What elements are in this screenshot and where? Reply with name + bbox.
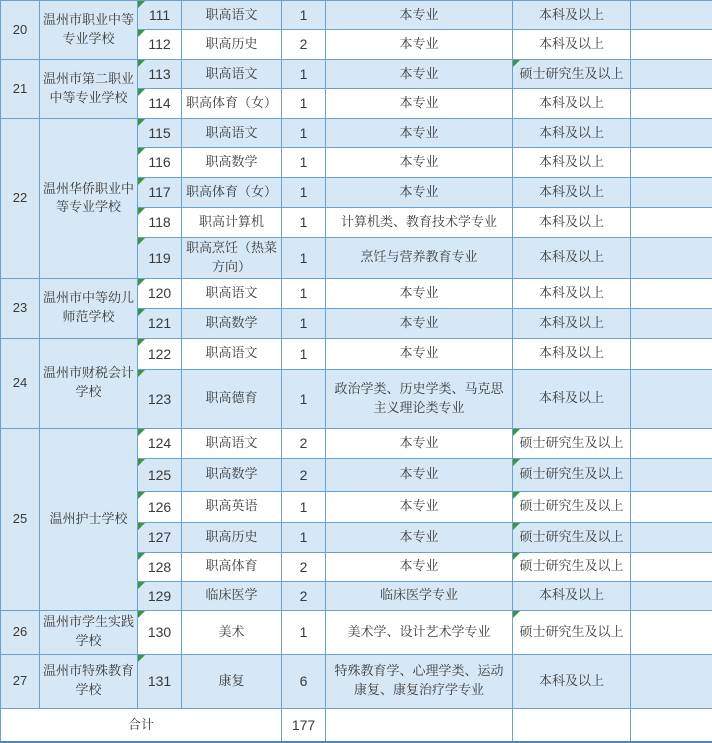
position-title: 职高历史 bbox=[182, 522, 282, 552]
empty-cell bbox=[631, 491, 712, 522]
empty-cell bbox=[631, 178, 712, 208]
education-requirement-cell bbox=[513, 428, 631, 458]
education-requirement: 本科及以上 bbox=[513, 119, 631, 148]
position-number-cell bbox=[138, 369, 182, 428]
position-title: 职高数学 bbox=[182, 458, 282, 491]
table-row bbox=[1, 338, 712, 369]
group-seq: 27 bbox=[1, 654, 40, 708]
empty-cell bbox=[631, 522, 712, 552]
major-requirement: 本专业 bbox=[326, 552, 513, 581]
position-count: 1 bbox=[282, 148, 326, 178]
corner-flag-icon bbox=[138, 148, 145, 155]
group-seq: 26 bbox=[1, 610, 40, 654]
empty-cell bbox=[631, 338, 712, 369]
group-seq: 23 bbox=[1, 278, 40, 338]
position-count: 1 bbox=[282, 491, 326, 522]
position-number-cell bbox=[138, 208, 182, 238]
total-label-cell: 合计 bbox=[1, 708, 282, 742]
position-number: 114 bbox=[148, 95, 170, 111]
position-number: 126 bbox=[148, 499, 171, 515]
position-number-cell bbox=[138, 148, 182, 178]
position-number-cell bbox=[138, 60, 182, 89]
position-number: 127 bbox=[148, 529, 171, 545]
position-title: 康复 bbox=[182, 654, 282, 708]
position-count: 1 bbox=[282, 278, 326, 308]
empty-cell bbox=[631, 148, 712, 178]
corner-flag-icon bbox=[138, 655, 145, 662]
education-requirement-cell bbox=[513, 458, 631, 491]
empty-cell bbox=[631, 708, 712, 742]
corner-flag-icon bbox=[513, 459, 520, 466]
position-number: 116 bbox=[148, 154, 170, 170]
corner-flag-icon bbox=[138, 1, 145, 8]
major-requirement: 本专业 bbox=[326, 60, 513, 89]
school-name: 温州市中等幼儿师范学校 bbox=[40, 278, 138, 338]
education-requirement: 本科及以上 bbox=[513, 1, 631, 30]
education-requirement: 本科及以上 bbox=[513, 178, 631, 208]
position-number-cell bbox=[138, 119, 182, 148]
major-requirement: 本专业 bbox=[326, 119, 513, 148]
corner-flag-icon bbox=[513, 611, 520, 618]
position-title: 职高语文 bbox=[182, 60, 282, 89]
education-requirement: 本科及以上 bbox=[513, 148, 631, 178]
position-title: 职高语文 bbox=[182, 119, 282, 148]
position-count: 1 bbox=[282, 119, 326, 148]
empty-cell bbox=[631, 654, 712, 708]
corner-flag-icon bbox=[138, 429, 145, 436]
corner-flag-icon bbox=[138, 178, 145, 185]
education-requirement: 本科及以上 bbox=[513, 338, 631, 369]
table-row bbox=[1, 1, 712, 30]
major-requirement: 特殊教育学、心理学类、运动康复、康复治疗学专业 bbox=[326, 654, 513, 708]
position-number-cell bbox=[138, 178, 182, 208]
major-requirement: 本专业 bbox=[326, 89, 513, 119]
education-requirement: 硕士研究生及以上 bbox=[519, 558, 623, 573]
position-count: 2 bbox=[282, 428, 326, 458]
position-number: 119 bbox=[148, 250, 170, 266]
position-title: 职高语文 bbox=[182, 1, 282, 30]
corner-flag-icon bbox=[138, 309, 145, 316]
education-requirement: 本科及以上 bbox=[513, 308, 631, 338]
school-name: 温州华侨职业中等专业学校 bbox=[40, 119, 138, 279]
empty-cell bbox=[631, 610, 712, 654]
position-number: 112 bbox=[148, 36, 170, 52]
major-requirement: 本专业 bbox=[326, 428, 513, 458]
position-number-cell bbox=[138, 552, 182, 581]
position-title: 职高英语 bbox=[182, 491, 282, 522]
position-count: 2 bbox=[282, 458, 326, 491]
education-requirement-cell bbox=[513, 552, 631, 581]
empty-cell bbox=[631, 208, 712, 238]
school-name: 温州市学生实践学校 bbox=[40, 610, 138, 654]
major-requirement: 本专业 bbox=[326, 30, 513, 60]
empty-cell bbox=[631, 552, 712, 581]
position-count: 1 bbox=[282, 1, 326, 30]
position-title: 职高语文 bbox=[182, 428, 282, 458]
major-requirement: 美术学、设计艺术学专业 bbox=[326, 610, 513, 654]
position-count: 1 bbox=[282, 522, 326, 552]
position-number: 123 bbox=[148, 391, 171, 407]
total-count-cell: 177 bbox=[282, 708, 326, 742]
position-number-cell bbox=[138, 581, 182, 610]
position-count: 1 bbox=[282, 238, 326, 279]
position-number: 122 bbox=[148, 346, 171, 362]
empty-cell bbox=[631, 119, 712, 148]
corner-flag-icon bbox=[138, 492, 145, 499]
education-requirement: 本科及以上 bbox=[513, 278, 631, 308]
corner-flag-icon bbox=[138, 611, 145, 618]
position-title: 职高体育 bbox=[182, 552, 282, 581]
position-count: 2 bbox=[282, 30, 326, 60]
position-title: 职高计算机 bbox=[182, 208, 282, 238]
position-number-cell bbox=[138, 654, 182, 708]
position-number-cell bbox=[138, 1, 182, 30]
position-count: 2 bbox=[282, 552, 326, 581]
corner-flag-icon bbox=[513, 553, 520, 560]
position-number-cell bbox=[138, 458, 182, 491]
position-number: 118 bbox=[148, 214, 170, 230]
major-requirement: 本专业 bbox=[326, 1, 513, 30]
table-row bbox=[1, 428, 712, 458]
education-requirement: 本科及以上 bbox=[513, 238, 631, 279]
education-requirement: 硕士研究生及以上 bbox=[519, 624, 623, 639]
position-number-cell bbox=[138, 238, 182, 279]
position-number: 117 bbox=[148, 184, 170, 200]
group-seq: 21 bbox=[1, 60, 40, 119]
empty-cell bbox=[631, 60, 712, 89]
corner-flag-icon bbox=[513, 523, 520, 530]
position-number-cell bbox=[138, 522, 182, 552]
education-requirement: 硕士研究生及以上 bbox=[519, 435, 623, 450]
position-count: 6 bbox=[282, 654, 326, 708]
position-number: 113 bbox=[148, 66, 170, 82]
position-title: 职高历史 bbox=[182, 30, 282, 60]
education-requirement-cell bbox=[513, 60, 631, 89]
major-requirement: 本专业 bbox=[326, 148, 513, 178]
position-number: 115 bbox=[148, 125, 170, 141]
corner-flag-icon bbox=[138, 370, 145, 377]
school-name: 温州市特殊教育学校 bbox=[40, 654, 138, 708]
major-requirement: 本专业 bbox=[326, 522, 513, 552]
position-number: 120 bbox=[148, 285, 171, 301]
position-number: 129 bbox=[148, 588, 171, 604]
corner-flag-icon bbox=[513, 429, 520, 436]
education-requirement: 本科及以上 bbox=[513, 30, 631, 60]
position-number-cell bbox=[138, 30, 182, 60]
education-requirement: 本科及以上 bbox=[513, 208, 631, 238]
education-requirement: 本科及以上 bbox=[513, 654, 631, 708]
empty-cell bbox=[631, 238, 712, 279]
position-number-cell bbox=[138, 610, 182, 654]
corner-flag-icon bbox=[513, 492, 520, 499]
education-requirement: 硕士研究生及以上 bbox=[519, 529, 623, 544]
position-count: 1 bbox=[282, 610, 326, 654]
education-requirement: 硕士研究生及以上 bbox=[519, 498, 623, 513]
major-requirement: 临床医学专业 bbox=[326, 581, 513, 610]
major-requirement: 本专业 bbox=[326, 178, 513, 208]
group-seq: 20 bbox=[1, 1, 40, 60]
position-number-cell bbox=[138, 491, 182, 522]
empty-cell bbox=[631, 458, 712, 491]
position-number: 121 bbox=[148, 315, 171, 331]
major-requirement: 本专业 bbox=[326, 308, 513, 338]
position-number-cell bbox=[138, 308, 182, 338]
education-requirement: 硕士研究生及以上 bbox=[519, 466, 623, 481]
major-requirement: 烹饪与营养教育专业 bbox=[326, 238, 513, 279]
position-title: 临床医学 bbox=[182, 581, 282, 610]
corner-flag-icon bbox=[138, 553, 145, 560]
corner-flag-icon bbox=[138, 89, 145, 96]
empty-cell bbox=[631, 89, 712, 119]
major-requirement: 本专业 bbox=[326, 278, 513, 308]
education-requirement-cell bbox=[513, 522, 631, 552]
position-title: 美术 bbox=[182, 610, 282, 654]
school-name: 温州市第二职业中等专业学校 bbox=[40, 60, 138, 119]
group-seq: 22 bbox=[1, 119, 40, 279]
position-count: 2 bbox=[282, 581, 326, 610]
position-count: 1 bbox=[282, 308, 326, 338]
position-number: 111 bbox=[149, 7, 170, 23]
empty-cell bbox=[631, 1, 712, 30]
education-requirement: 本科及以上 bbox=[513, 369, 631, 428]
major-requirement: 本专业 bbox=[326, 458, 513, 491]
school-name: 温州市财税会计学校 bbox=[40, 338, 138, 428]
position-number-cell bbox=[138, 338, 182, 369]
education-requirement-cell bbox=[513, 610, 631, 654]
school-name: 温州护士学校 bbox=[40, 428, 138, 610]
position-number: 124 bbox=[148, 435, 171, 451]
corner-flag-icon bbox=[138, 279, 145, 286]
table-row bbox=[1, 119, 712, 148]
position-title: 职高语文 bbox=[182, 338, 282, 369]
education-requirement: 本科及以上 bbox=[513, 89, 631, 119]
empty-cell bbox=[631, 308, 712, 338]
position-title: 职高体育（女） bbox=[182, 178, 282, 208]
position-count: 1 bbox=[282, 60, 326, 89]
table-row bbox=[1, 278, 712, 308]
position-title: 职高语文 bbox=[182, 278, 282, 308]
corner-flag-icon bbox=[513, 60, 520, 67]
education-requirement-cell bbox=[513, 491, 631, 522]
position-count: 1 bbox=[282, 208, 326, 238]
total-row bbox=[1, 708, 712, 742]
empty-cell bbox=[513, 708, 631, 742]
position-count: 1 bbox=[282, 89, 326, 119]
position-title: 职高数学 bbox=[182, 308, 282, 338]
corner-flag-icon bbox=[138, 30, 145, 37]
position-number-cell bbox=[138, 428, 182, 458]
empty-cell bbox=[326, 708, 513, 742]
table-row bbox=[1, 610, 712, 654]
position-title: 职高烹饪（热菜方向） bbox=[182, 238, 282, 279]
corner-flag-icon bbox=[138, 208, 145, 215]
position-number: 128 bbox=[148, 559, 171, 575]
education-requirement: 本科及以上 bbox=[513, 581, 631, 610]
group-seq: 25 bbox=[1, 428, 40, 610]
empty-cell bbox=[631, 428, 712, 458]
position-number: 125 bbox=[148, 467, 171, 483]
major-requirement: 政治学类、历史学类、马克思主义理论类专业 bbox=[326, 369, 513, 428]
position-title: 职高数学 bbox=[182, 148, 282, 178]
position-count: 1 bbox=[282, 338, 326, 369]
position-number-cell bbox=[138, 89, 182, 119]
corner-flag-icon bbox=[138, 238, 145, 245]
corner-flag-icon bbox=[138, 459, 145, 466]
empty-cell bbox=[631, 581, 712, 610]
corner-flag-icon bbox=[138, 339, 145, 346]
position-number: 130 bbox=[148, 624, 171, 640]
major-requirement: 本专业 bbox=[326, 491, 513, 522]
major-requirement: 计算机类、教育技术学专业 bbox=[326, 208, 513, 238]
corner-flag-icon bbox=[138, 119, 145, 126]
major-requirement: 本专业 bbox=[326, 338, 513, 369]
corner-flag-icon bbox=[138, 582, 145, 589]
position-count: 1 bbox=[282, 178, 326, 208]
school-name: 温州市职业中等专业学校 bbox=[40, 1, 138, 60]
corner-flag-icon bbox=[138, 60, 145, 67]
empty-cell bbox=[631, 369, 712, 428]
position-number-cell bbox=[138, 278, 182, 308]
position-number: 131 bbox=[148, 673, 171, 689]
table-row bbox=[1, 654, 712, 708]
education-requirement: 硕士研究生及以上 bbox=[519, 66, 623, 81]
empty-cell bbox=[631, 278, 712, 308]
position-title: 职高德育 bbox=[182, 369, 282, 428]
group-seq: 24 bbox=[1, 338, 40, 428]
position-title: 职高体育（女） bbox=[182, 89, 282, 119]
corner-flag-icon bbox=[138, 523, 145, 530]
empty-cell bbox=[631, 30, 712, 60]
table-row bbox=[1, 60, 712, 89]
position-count: 1 bbox=[282, 369, 326, 428]
